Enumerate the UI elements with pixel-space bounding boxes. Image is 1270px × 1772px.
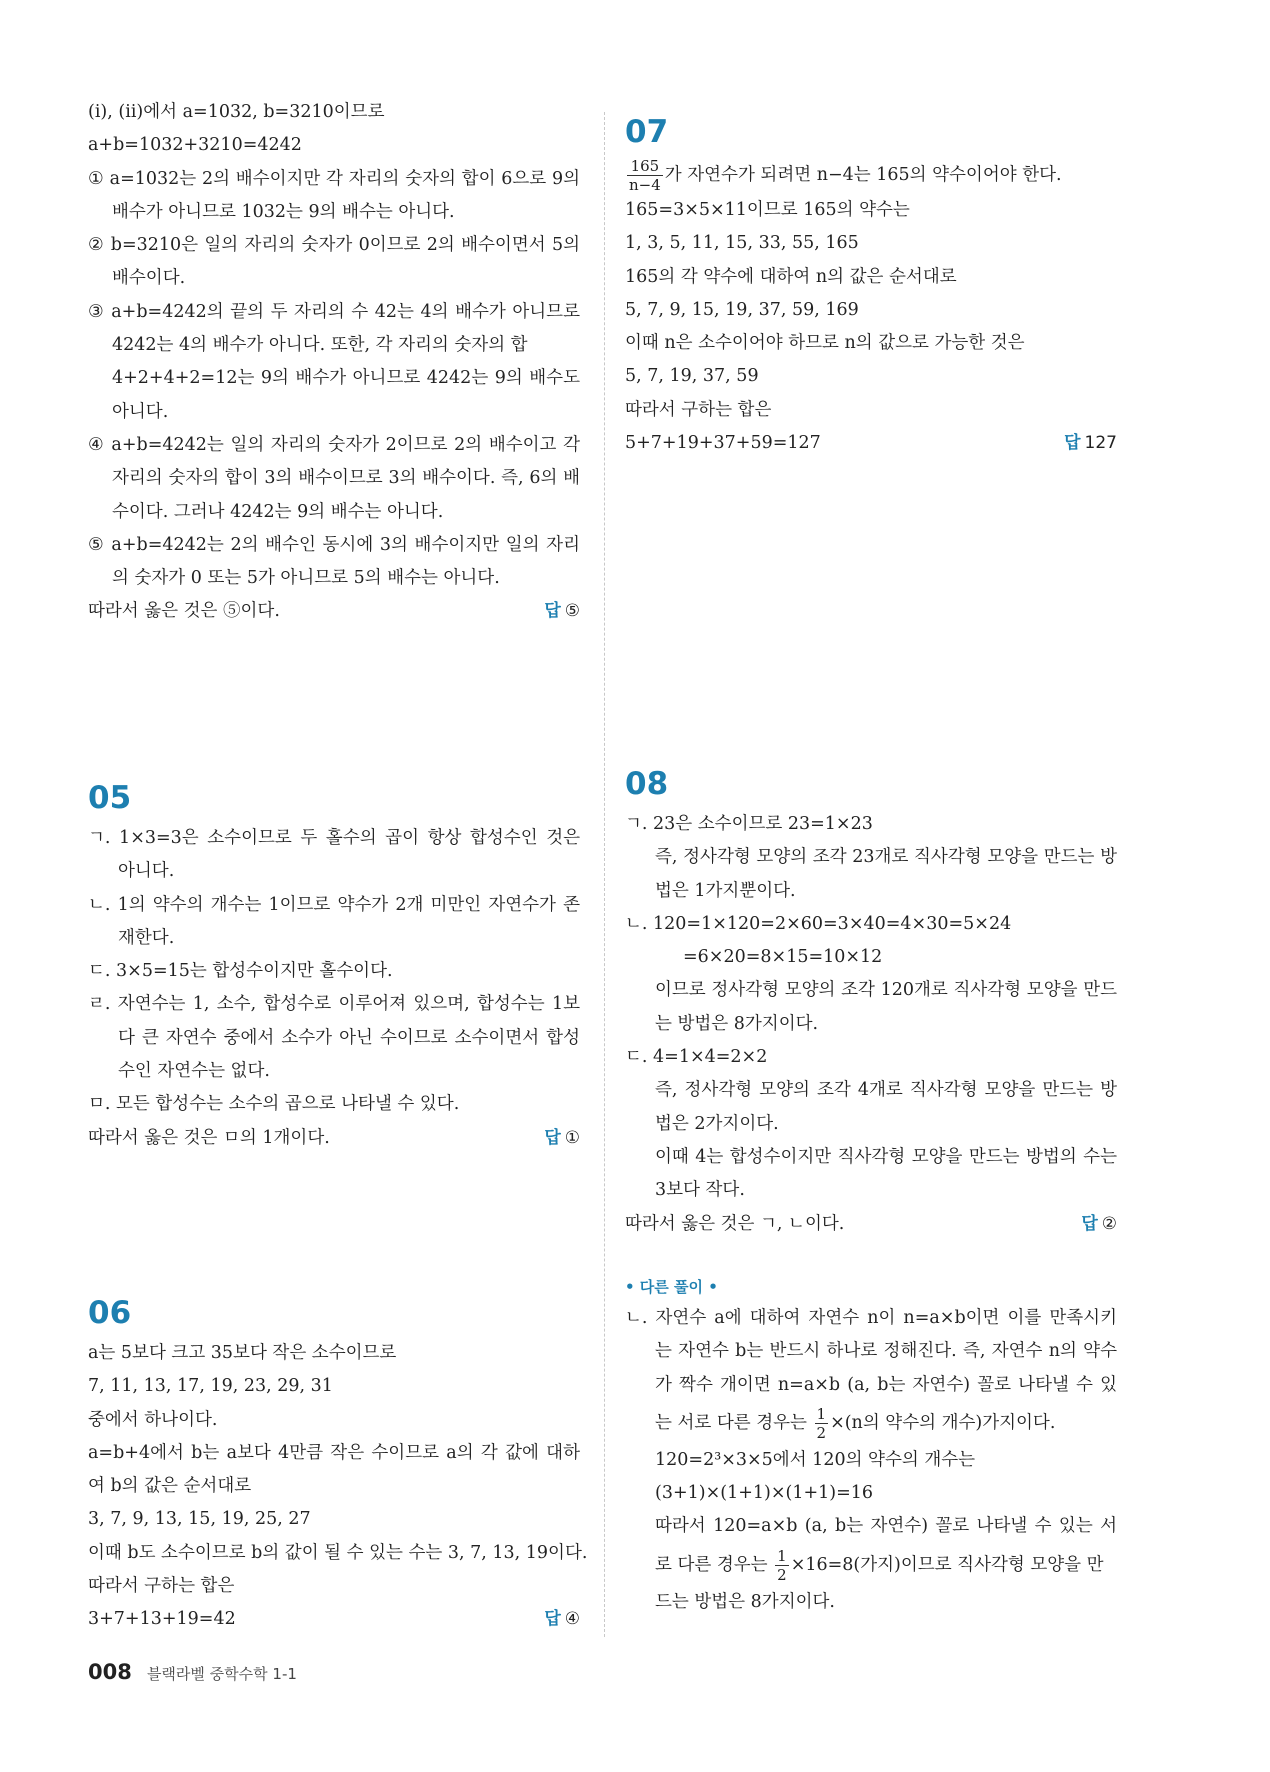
problem-number: 05 — [88, 780, 132, 816]
text-line: 즉, 정사각형 모양의 조각 4개로 직사각형 모양을 만드는 방 — [655, 1080, 1117, 1101]
text-line: 배수이다. — [112, 268, 186, 289]
text-fragment: ×(n의 약수의 개수)가지이다. — [830, 1412, 1056, 1433]
conclusion-text: 따라서 옳은 것은 ⑤이다. — [88, 601, 280, 622]
text-line: 는 방법은 8가지이다. — [655, 1013, 819, 1034]
text-line — [625, 1402, 1117, 1444]
text-line — [625, 1544, 1117, 1586]
text-line: ㄷ. 4=1×4=2×2 — [625, 1047, 768, 1068]
text-line: ② b=3210은 일의 자리의 숫자가 0이므로 2의 배수이면서 5의 — [88, 235, 580, 256]
answer-label: 답 — [1064, 433, 1081, 454]
answer-mark — [544, 1122, 580, 1155]
text-line: (3+1)×(1+1)×(1+1)=16 — [655, 1483, 874, 1504]
text-line: ㄱ. 23은 소수이므로 23=1×23 — [625, 814, 873, 834]
text-line: 따라서 120=a×b (a, b는 자연수) 꼴로 나타낼 수 있는 서 — [655, 1516, 1117, 1537]
conclusion-line — [88, 1122, 580, 1155]
text-line: ③ a+b=4242의 끝의 두 자리의 수 42는 4의 배수가 아니므로 — [88, 301, 580, 322]
fraction-denominator: n−4 — [629, 176, 661, 194]
text-line: 1, 3, 5, 11, 15, 33, 55, 165 — [625, 233, 859, 254]
text-line: 4+2+4+2=12는 9의 배수가 아니므로 4242는 9의 배수도 — [112, 368, 580, 389]
text-line — [625, 156, 1117, 194]
text-line: 이때 4는 합성수이지만 직사각형 모양을 만드는 방법의 수는 — [655, 1146, 1117, 1167]
text-line: ㄴ. 자연수 a에 대하여 자연수 n이 n=a×b이면 이를 만족시키 — [625, 1308, 1117, 1328]
answer-mark — [1064, 427, 1117, 460]
text-line: ㄴ. 120=1×120=2×60=3×40=4×30=5×24 — [625, 913, 1012, 934]
text-fragment: 는 서로 다른 경우는 — [655, 1412, 807, 1433]
text-line: ㄴ. 1의 약수의 개수는 1이므로 약수가 2개 미만인 자연수가 존 — [88, 894, 580, 915]
text-line: 드는 방법은 8가지이다. — [655, 1591, 835, 1612]
conclusion-text: 따라서 옳은 것은 ㄱ, ㄴ이다. — [625, 1213, 845, 1234]
text-line: 재한다. — [118, 927, 175, 948]
text-line: 다 큰 자연수 중에서 소수가 아닌 수이므로 소수이면서 합성 — [118, 1027, 580, 1048]
text-line: 는 자연수 b는 반드시 하나로 정해진다. 즉, 자연수 n의 약수 — [655, 1341, 1117, 1362]
text-line: ㅁ. 모든 합성수는 소수의 곱으로 나타낼 수 있다. — [88, 1094, 460, 1115]
text-line: 120=2³×3×5에서 120의 약수의 개수는 — [655, 1449, 976, 1470]
fraction — [627, 157, 663, 194]
text-line: 따라서 구하는 합은 — [625, 399, 772, 420]
text-line: 165의 각 약수에 대하여 n의 값은 순서대로 — [625, 266, 957, 287]
answer-label: 답 — [544, 1609, 561, 1630]
text-line: ⑤ a+b=4242는 2의 배수인 동시에 3의 배수이지만 일의 자리 — [88, 534, 580, 555]
text-line: 법은 2가지이다. — [655, 1113, 779, 1134]
text-line: 7, 11, 13, 17, 19, 23, 29, 31 — [88, 1376, 333, 1397]
text-line: 아니다. — [118, 861, 175, 882]
conclusion-line — [88, 595, 580, 628]
text-line: ① a=1032는 2의 배수이지만 각 자리의 숫자의 합이 6으로 9의 — [88, 168, 580, 189]
text-line: 5, 7, 19, 37, 59 — [625, 366, 759, 387]
text-line: 5, 7, 9, 15, 19, 37, 59, 169 — [625, 299, 859, 320]
text-line: 수인 자연수는 없다. — [118, 1061, 270, 1082]
conclusion-text: 5+7+19+37+59=127 — [625, 433, 821, 454]
text-line: 법은 1가지뿐이다. — [655, 880, 796, 901]
conclusion-text: 따라서 옳은 것은 ㅁ의 1개이다. — [88, 1127, 330, 1148]
problem-number: 07 — [625, 114, 669, 150]
answer-value: 127 — [1084, 433, 1117, 454]
solution-07 — [625, 112, 1117, 460]
page-number: 008 — [88, 1660, 132, 1684]
text-line: =6×20=8×15=10×12 — [683, 947, 883, 968]
page-footer — [88, 1660, 297, 1684]
text-line: 중에서 하나이다. — [88, 1409, 218, 1430]
text-line: a=b+4에서 b는 a보다 4만큼 작은 수이므로 a의 각 값에 대하 — [88, 1442, 580, 1463]
text-line: 의 숫자가 0 또는 5가 아니므로 5의 배수는 아니다. — [112, 568, 500, 589]
text-line: 4242는 4의 배수가 아니다. 또한, 각 자리의 숫자의 합 — [112, 335, 528, 356]
text-line: 여 b의 값은 순서대로 — [88, 1476, 252, 1497]
alternative-solution — [625, 1272, 1117, 1619]
text-line: 이때 n은 소수이어야 하므로 n의 값으로 가능한 것은 — [625, 333, 1025, 354]
answer-value: ① — [564, 1127, 580, 1148]
text-line: ㄹ. 자연수는 1, 소수, 합성수로 이루어져 있으며, 합성수는 1보 — [88, 994, 580, 1015]
fraction-numerator: 165 — [627, 157, 663, 176]
column-divider — [604, 112, 605, 1637]
answer-value: ② — [1101, 1213, 1117, 1234]
text-line: 따라서 구하는 합은 — [88, 1576, 235, 1597]
solution-05 — [88, 778, 580, 1155]
solution-04-continued — [88, 96, 580, 629]
text-line: 즉, 정사각형 모양의 조각 23개로 직사각형 모양을 만드는 방 — [655, 847, 1117, 868]
text-line: a+b=1032+3210=4242 — [88, 135, 302, 156]
fraction-denominator: 2 — [816, 1423, 827, 1442]
text-line: (ⅰ), (ⅱ)에서 a=1032, b=3210이므로 — [88, 102, 385, 122]
text-line: 아니다. — [112, 401, 169, 422]
text-line: 배수가 아니므로 1032는 9의 배수는 아니다. — [112, 201, 455, 222]
text-line: ㄱ. 1×3=3은 소수이므로 두 홀수의 곱이 항상 합성수인 것은 — [88, 828, 580, 848]
text-fragment: 가 자연수가 되려면 n−4는 165의 약수이어야 한다. — [664, 165, 1062, 185]
conclusion-line — [88, 1603, 580, 1636]
text-line: 이므로 정사각형 모양의 조각 120개로 직사각형 모양을 만드 — [655, 980, 1117, 1001]
text-line: ④ a+b=4242는 일의 자리의 숫자가 2이므로 2의 배수이고 각 — [88, 434, 580, 455]
text-fragment: ×16=8(가지)이므로 직사각형 모양을 만 — [790, 1554, 1104, 1575]
fraction-denominator: 2 — [777, 1565, 787, 1584]
text-line: 가 짝수 개이면 n=a×b (a, b는 자연수) 꼴로 나타낼 수 있 — [655, 1374, 1117, 1395]
answer-mark — [1081, 1208, 1117, 1241]
answer-label: 답 — [544, 1127, 561, 1148]
solution-08 — [625, 764, 1117, 1241]
text-line: a는 5보다 크고 35보다 작은 소수이므로 — [88, 1343, 397, 1363]
text-line: 수이다. 그러나 4242는 9의 배수는 아니다. — [112, 501, 444, 522]
answer-mark — [544, 595, 580, 628]
fraction — [815, 1405, 829, 1442]
text-line: 3, 7, 9, 13, 15, 19, 25, 27 — [88, 1509, 311, 1530]
solution-06 — [88, 1293, 588, 1637]
text-line: 자리의 숫자의 합이 3의 배수이므로 3의 배수이다. 즉, 6의 배 — [112, 468, 580, 489]
text-line: ㄷ. 3×5=15는 합성수이지만 홀수이다. — [88, 961, 393, 982]
text-line: 3보다 작다. — [655, 1180, 745, 1201]
problem-number: 06 — [88, 1295, 132, 1331]
text-line: 165=3×5×11이므로 165의 약수는 — [625, 200, 910, 220]
text-fragment: 로 다른 경우는 — [655, 1554, 768, 1575]
answer-value: ⑤ — [564, 601, 580, 622]
answer-value: ④ — [564, 1609, 580, 1630]
conclusion-line — [625, 427, 1117, 460]
problem-number: 08 — [625, 766, 669, 802]
fraction — [775, 1547, 789, 1584]
book-title: 블랙라벨 중학수학 1-1 — [146, 1665, 297, 1683]
answer-label: 답 — [1081, 1213, 1098, 1234]
fraction-numerator: 1 — [816, 1404, 827, 1423]
fraction-numerator: 1 — [777, 1546, 787, 1565]
alternative-solution-title: • 다른 풀이 • — [625, 1278, 718, 1296]
conclusion-text: 3+7+13+19=42 — [88, 1609, 236, 1630]
conclusion-line — [625, 1208, 1117, 1241]
text-line: 이때 b도 소수이므로 b의 값이 될 수 있는 수는 3, 7, 13, 19이다. — [88, 1542, 588, 1563]
answer-mark — [544, 1603, 580, 1636]
answer-label: 답 — [544, 601, 561, 622]
